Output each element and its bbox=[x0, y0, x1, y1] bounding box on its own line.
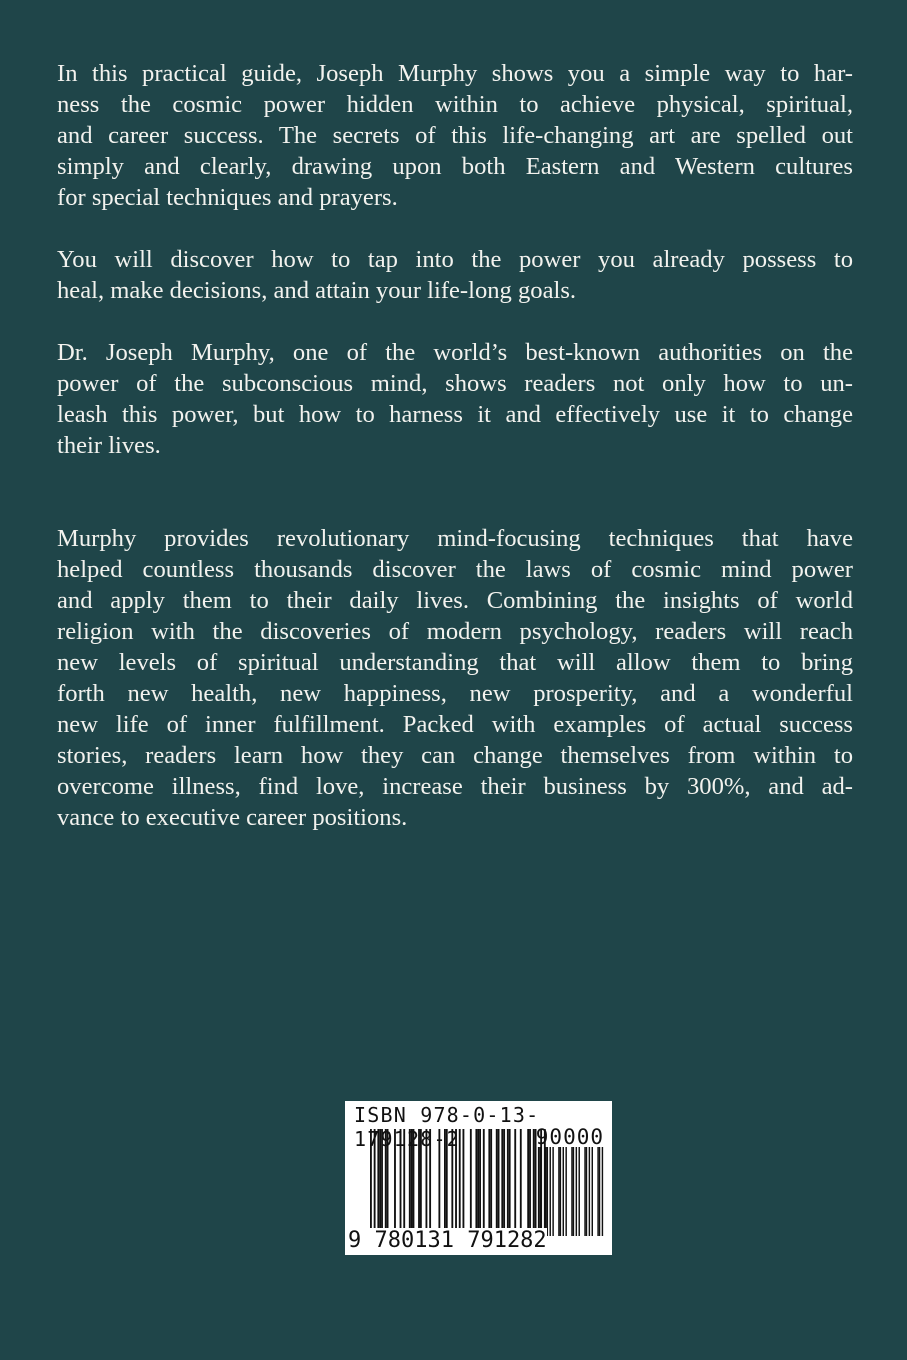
text-line: and apply them to their daily lives. Combining the insights of world bbox=[57, 587, 853, 614]
addon-bar bbox=[535, 1147, 536, 1236]
text-line: and career success. The secrets of this life-changing art are spelled out bbox=[57, 122, 853, 149]
addon-bar bbox=[558, 1147, 559, 1236]
addon-bar bbox=[565, 1147, 566, 1236]
text-line: their lives. bbox=[57, 432, 161, 459]
description-paragraph bbox=[57, 337, 853, 461]
price-addon: 90000 bbox=[535, 1125, 604, 1149]
addon-bar bbox=[597, 1147, 598, 1236]
text-line: simply and clearly, drawing upon both Eastern and Western cultures bbox=[57, 153, 853, 180]
addon-bar bbox=[571, 1147, 572, 1236]
text-line: new levels of spiritual understanding that will allow them to bring bbox=[57, 649, 853, 676]
text-line: for special techniques and prayers. bbox=[57, 184, 398, 211]
text-line: heal, make decisions, and attain your life-long goals. bbox=[57, 277, 577, 304]
addon-bar bbox=[560, 1147, 561, 1236]
text-line: You will discover how to tap into the power you already possess to bbox=[57, 246, 853, 273]
text-line: stories, readers learn how they can change themselves from within to bbox=[57, 742, 853, 769]
text-line: In this practical guide, Joseph Murphy shows you a simple way to har- bbox=[57, 60, 853, 87]
text-line: new life of inner fulfillment. Packed with examples of actual success bbox=[57, 711, 853, 738]
addon-bar bbox=[552, 1147, 553, 1236]
addon-bar bbox=[602, 1147, 603, 1236]
text-line: leash this power, but how to harness it and effectively use it to change bbox=[57, 401, 853, 428]
text-line: ness the cosmic power hidden within to achieve physical, spiritual, bbox=[57, 91, 853, 118]
text-line: religion with the discoveries of modern psychology, readers will reach bbox=[57, 618, 853, 645]
text-line: forth new health, new happiness, new prosperity, and a wonderful bbox=[57, 680, 853, 707]
description-paragraph bbox=[57, 58, 853, 213]
text-line: vance to executive career positions. bbox=[57, 804, 408, 831]
addon-bar bbox=[573, 1147, 574, 1236]
addon-bar bbox=[579, 1147, 580, 1236]
text-line: overcome illness, find love, increase their business by 300%, and ad- bbox=[57, 773, 853, 800]
addon-bar bbox=[576, 1147, 577, 1236]
addon-bar bbox=[589, 1147, 590, 1236]
back-cover-description bbox=[57, 58, 853, 833]
addon-bar bbox=[539, 1147, 540, 1236]
addon-bar bbox=[545, 1147, 546, 1236]
text-line: Murphy provides revolutionary mind-focusing techniques that have bbox=[57, 525, 853, 552]
addon-bar bbox=[550, 1147, 551, 1236]
description-paragraph bbox=[57, 244, 853, 306]
addon-bar bbox=[584, 1147, 585, 1236]
addon-bar bbox=[586, 1147, 587, 1236]
text-line: power of the subconscious mind, shows readers not only how to un- bbox=[57, 370, 853, 397]
addon-bar bbox=[599, 1147, 600, 1236]
description-paragraph bbox=[57, 523, 853, 833]
text-line: helped countless thousands discover the laws of cosmic mind power bbox=[57, 556, 853, 583]
text-line: Dr. Joseph Murphy, one of the world’s best-known authorities on the bbox=[57, 339, 853, 366]
addon-bar bbox=[563, 1147, 564, 1236]
addon-bar bbox=[538, 1147, 539, 1236]
addon-bar bbox=[547, 1147, 548, 1236]
isbn-label: ISBN 978-0-13-179128-2 bbox=[354, 1103, 540, 1151]
ean-digits: 9 780131 791282 bbox=[348, 1228, 547, 1253]
addon-bar bbox=[592, 1147, 593, 1236]
isbn-barcode bbox=[345, 1101, 612, 1255]
